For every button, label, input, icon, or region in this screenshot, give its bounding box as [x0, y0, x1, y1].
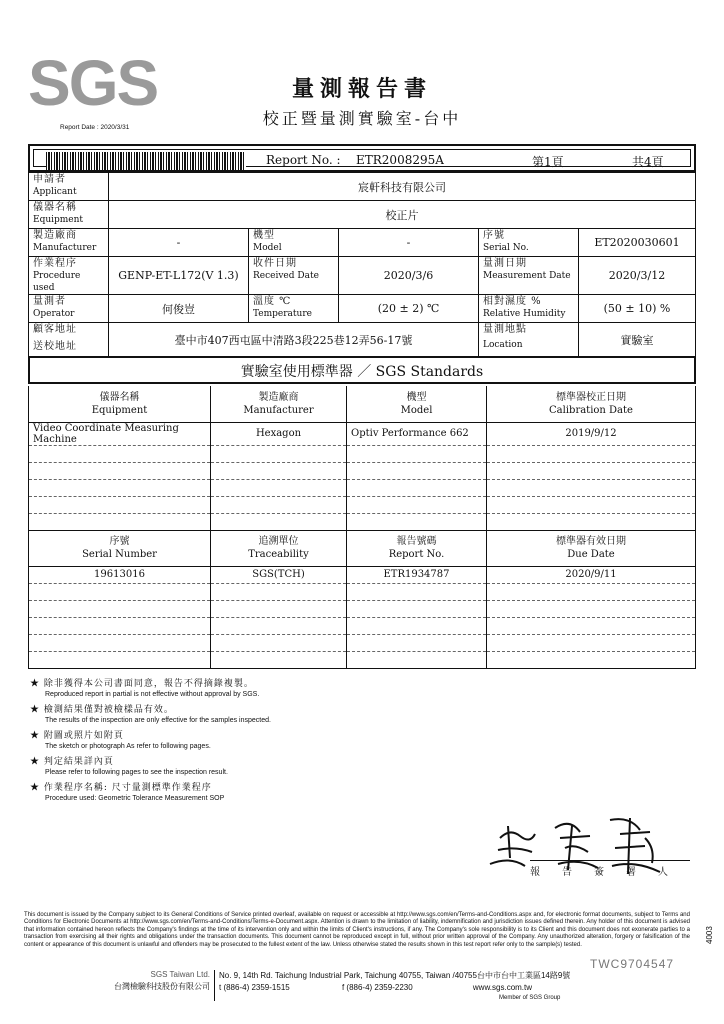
header-calibration-en: Calibration Date [549, 404, 633, 416]
star-icon: ★ [30, 783, 41, 793]
operator-value: 何俊豈 [109, 295, 249, 323]
total-pages: 共4頁 [632, 155, 664, 169]
equipment-label-en: Equipment [33, 215, 84, 225]
header-manufacturer-zh: 製造廠商 [258, 391, 299, 403]
note-zh: 作業程序名稱: 尺寸量測標準作業程序 [43, 783, 212, 793]
table-row [29, 651, 696, 668]
document-title: 量測報告書 [291, 76, 432, 102]
received-label: 收件日期 [253, 258, 297, 269]
header-traceability-en: Traceability [248, 548, 309, 560]
temperature-label-en: Temperature [253, 309, 312, 319]
star-icon: ★ [30, 757, 41, 767]
report-no-value: ETR2008295A [356, 153, 444, 167]
note-item [30, 780, 630, 802]
table-row [29, 617, 696, 634]
received-value: 2020/3/6 [339, 257, 479, 295]
std-calibration-date: 2019/9/12 [487, 422, 696, 445]
website-link[interactable]: www.sgs.com.tw [472, 983, 533, 992]
header-traceability-zh: 追溯單位 [258, 535, 299, 547]
note-en: Please refer to following pages to see the inspection result. [45, 769, 228, 776]
note-zh: 除非獲得本公司書面同意，報告不得摘錄複製。 [43, 679, 254, 689]
fax-number: f (886-4) 2359-2230 [341, 983, 413, 992]
footer-company [90, 970, 210, 992]
serial-label: 序號 [483, 230, 505, 241]
note-en: The results of the inspection are only effective for the samples inspected. [45, 717, 271, 724]
applicant-label-en: Applicant [33, 187, 77, 197]
header-calibration-zh: 標準器校正日期 [556, 391, 626, 403]
header-serial-en: Serial Number [82, 548, 157, 560]
note-en: Procedure used: Geometric Tolerance Measurement SOP [45, 795, 225, 802]
header-equipment-en: Equipment [91, 404, 148, 416]
note-zh: 檢測結果僅對被檢樣品有效。 [43, 705, 174, 715]
procedure-label-en: Procedure used [33, 271, 81, 293]
barcode [46, 152, 246, 170]
manufacturer-value: - [109, 229, 249, 257]
location-label: 量測地點 [483, 324, 527, 335]
header-model-en: Model [400, 404, 433, 416]
report-date: Report Date : 2020/3/31 [60, 124, 130, 131]
temperature-label: 溫度 ℃ [253, 296, 292, 307]
header-report-no-zh: 報告號碼 [396, 535, 437, 547]
standards-title: 實驗室使用標準器 ／ SGS Standards [240, 364, 484, 380]
note-item [30, 676, 630, 698]
std-equipment: Video Coordinate Measuring Machine [29, 422, 211, 445]
table-row [29, 600, 696, 617]
legal-disclaimer: This document is issued by the Company subject to its General Conditions of Service printed overleaf, available on request or accessible at http://www.sgs.com/en/Terms-and-Conditions.aspx and, for electronic format documents, subject to Terms and Conditions for Electronic Documents at http://www.sgs.com/en/Terms-and-Conditions/Terms-e-Document.aspx. Attention is drawn to the limitation of liability, indemnification and jurisdiction issues defined therein. Any holder of this document is advised that information contained hereon reflects the Company's findings at the time of its intervention only and within the limits of Client's instructions, if any. The Company's sole responsibility is to its Client and this document does not exonerate parties to a transaction from exercising all their rights and obligations under the transaction documents. This document cannot be reproduced except in full, without prior written approval of the Company. Any unauthorized alteration, forgery or falsification of the content or appearance of this document is unlawful and offenders may be prosecuted to the fullest extent of the law. Unless otherwise stated the results shown in this test report refer only to the sample(s) tested. [24, 912, 690, 948]
model-label: 機型 [253, 230, 275, 241]
table-row [29, 422, 696, 445]
notes-section [30, 676, 630, 806]
header-report-no-en: Report No. [388, 548, 445, 560]
measurement-label-en: Measurement Date [483, 271, 571, 281]
header-model-zh: 機型 [406, 391, 427, 403]
std-serial: 19613016 [29, 566, 211, 583]
table-row [29, 479, 696, 496]
serial-code: TWC9704547 [590, 957, 675, 971]
document-subtitle: 校正暨量測實驗室-台中 [262, 109, 462, 128]
delivery-address-label: 送校地址 [33, 341, 77, 352]
table-row [29, 566, 696, 583]
note-item [30, 754, 630, 776]
manufacturer-label: 製造廠商 [33, 230, 77, 241]
procedure-label: 作業程序 [33, 258, 77, 269]
operator-label: 量測者 [33, 296, 66, 307]
table-row [29, 462, 696, 479]
page-number: 第1頁 [532, 155, 564, 169]
report-info-table [28, 172, 696, 357]
report-no-label: Report No. : [266, 153, 341, 167]
note-zh: 判定結果詳內頁 [43, 757, 114, 767]
standards-title-bar [28, 356, 696, 384]
measurement-label: 量測日期 [483, 258, 527, 269]
logo-text: SGS [28, 47, 158, 119]
side-code: 4003 [705, 926, 714, 944]
location-label-en: Location [483, 340, 523, 350]
note-en: Reproduced report in partial is not effective without approval by SGS. [45, 691, 260, 698]
equipment-label: 儀器名稱 [33, 202, 77, 213]
humidity-label-en: Relative Humidity [483, 309, 566, 319]
std-report-no: ETR1934787 [347, 566, 487, 583]
note-zh: 附圖或照片如附頁 [43, 731, 124, 741]
location-value: 實驗室 [579, 323, 696, 357]
humidity-value: (50 ± 10) % [579, 295, 696, 323]
table-row [29, 634, 696, 651]
table-row [29, 445, 696, 462]
company-name-zh: 台灣檢驗科技股份有限公司 [114, 982, 210, 991]
temperature-value: (20 ± 2) ℃ [339, 295, 479, 323]
std-model: Optiv Performance 662 [347, 422, 487, 445]
standards-table-2 [28, 530, 696, 669]
header-due-date-en: Due Date [567, 548, 615, 560]
header-serial-zh: 序號 [109, 535, 130, 547]
note-item [30, 728, 630, 750]
signatory-label: 報告簽署人 [530, 860, 690, 878]
star-icon: ★ [30, 679, 41, 689]
std-manufacturer: Hexagon [211, 422, 347, 445]
customer-address-label: 顧客地址 [33, 324, 77, 335]
header-due-date-zh: 標準器有效日期 [556, 535, 626, 547]
std-due-date: 2020/9/11 [487, 566, 696, 583]
operator-label-en: Operator [33, 309, 75, 319]
member-label: Member of SGS Group [499, 995, 561, 1001]
note-item [30, 702, 630, 724]
procedure-value: GENP-ET-L172(V 1.3) [109, 257, 249, 295]
note-en: The sketch or photograph As refer to following pages. [45, 743, 211, 750]
header-manufacturer-en: Manufacturer [243, 404, 314, 416]
model-label-en: Model [253, 243, 282, 253]
serial-value: ET2020030601 [579, 229, 696, 257]
company-address: No. 9, 14th Rd. Taichung Industrial Park, Taichung 40755, Taiwan /40755台中市台中工業區14路9號 [219, 971, 571, 980]
footer-contact [214, 970, 570, 1001]
serial-label-en: Serial No. [483, 243, 529, 253]
std-traceability: SGS(TCH) [211, 566, 347, 583]
star-icon: ★ [30, 705, 41, 715]
phone-number: t (886-4) 2359-1515 [219, 983, 290, 992]
received-label-en: Received Date [253, 271, 319, 281]
table-row [29, 583, 696, 600]
table-row [29, 513, 696, 530]
report-number-bar [28, 144, 696, 172]
equipment-value: 校正片 [109, 201, 696, 229]
measurement-value: 2020/3/12 [579, 257, 696, 295]
star-icon: ★ [30, 731, 41, 741]
humidity-label: 相對濕度 % [483, 296, 542, 307]
standards-table-1 [28, 386, 696, 531]
header-equipment-zh: 儀器名稱 [99, 391, 140, 403]
address-value: 臺中市407西屯區中清路3段225巷12弄56-17號 [109, 323, 479, 357]
model-value: - [339, 229, 479, 257]
company-name-en: SGS Taiwan Ltd. [150, 970, 210, 979]
applicant-value: 宸軒科技有限公司 [109, 173, 696, 201]
applicant-label: 申請者 [33, 174, 66, 185]
table-row [29, 496, 696, 513]
manufacturer-label-en: Manufacturer [33, 243, 97, 253]
